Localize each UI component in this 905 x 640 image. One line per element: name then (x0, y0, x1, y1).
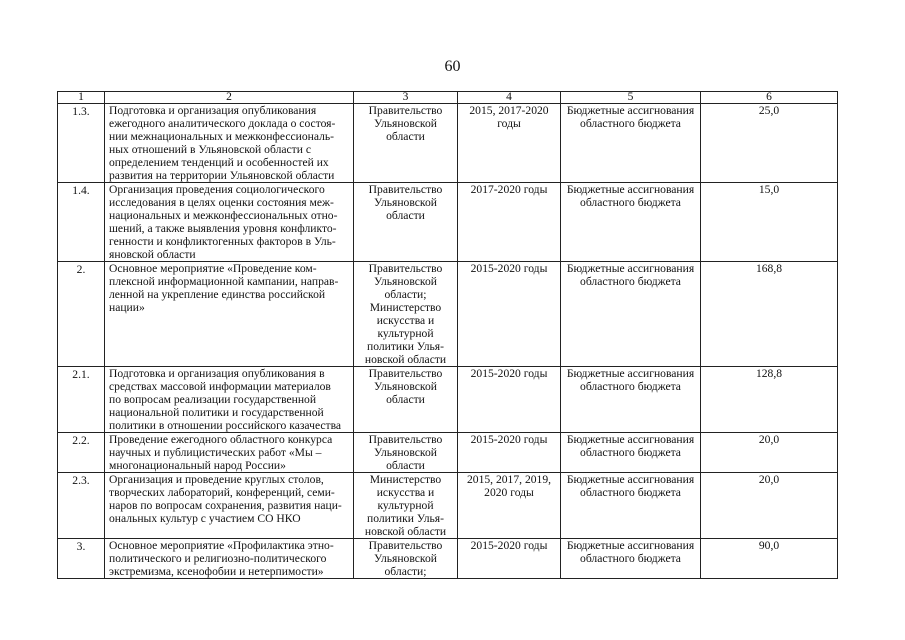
executor-line: культурной (377, 327, 434, 340)
description-line: по вопросам реализации государственной (109, 393, 317, 406)
executor-cell (354, 433, 458, 473)
description-cell (105, 367, 354, 433)
table-row (58, 433, 838, 473)
description-cell (105, 473, 354, 539)
period-cell (458, 539, 561, 579)
column-header: 3 (354, 92, 458, 104)
table-row (58, 473, 838, 539)
funding-source-line: областного бюджета (580, 380, 681, 393)
description-cell (105, 433, 354, 473)
amount-cell: 25,0 (701, 104, 838, 183)
executor-line: области (386, 393, 425, 406)
period-cell (458, 473, 561, 539)
executor-cell (354, 367, 458, 433)
funding-source-line: Бюджетные ассигнования (566, 433, 695, 446)
executor-line: искусства и (376, 314, 435, 327)
executor-cell (354, 262, 458, 367)
description-line: Организация и проведение круглых столов, (109, 473, 324, 486)
item-number-cell: 2.2. (58, 433, 105, 473)
description-line: политического и религиозно-политического (109, 552, 327, 565)
executor-line: политики Улья- (366, 340, 444, 353)
description-line: плексной информационной кампании, направ- (109, 275, 339, 288)
executor-line: Правительство (368, 433, 443, 446)
executor-line: Ульяновской (374, 380, 437, 393)
table-row (58, 262, 838, 367)
funding-source-cell (561, 539, 701, 579)
description-line: Проведение ежегодного областного конкурса (109, 433, 333, 446)
executor-cell (354, 539, 458, 579)
description-line: творческих лабораторий, конференций, семи- (109, 486, 335, 499)
description-line: ежегодного аналитического доклада о состоя- (109, 117, 336, 130)
funding-source-line: областного бюджета (580, 446, 681, 459)
period-line: 2015-2020 годы (470, 539, 548, 552)
period-cell (458, 262, 561, 367)
funding-source-cell (561, 183, 701, 262)
funding-source-line: Бюджетные ассигнования (566, 473, 695, 486)
period-line: 2015, 2017-2020 (469, 104, 549, 117)
executor-line: Правительство (368, 183, 443, 196)
executor-line: культурной (377, 499, 434, 512)
item-number-cell: 2.3. (58, 473, 105, 539)
funding-source-cell (561, 473, 701, 539)
executor-cell (354, 183, 458, 262)
executor-line: Правительство (368, 104, 443, 117)
description-line: исследования в целях оценки состояния меж- (109, 196, 334, 209)
executor-line: Ульяновской (374, 552, 437, 565)
period-cell (458, 433, 561, 473)
item-number-cell: 2.1. (58, 367, 105, 433)
funding-source-line: Бюджетные ассигнования (566, 183, 695, 196)
description-line: национальных и межконфессиональных отно- (109, 209, 338, 222)
executor-line: Правительство (368, 539, 443, 552)
funding-source-cell (561, 433, 701, 473)
executor-line: области (386, 130, 425, 143)
amount-cell: 90,0 (701, 539, 838, 579)
table-row (58, 104, 838, 183)
column-header: 5 (561, 92, 701, 104)
description-line: нации» (109, 301, 145, 314)
period-cell (458, 104, 561, 183)
description-line: политики в отношении российского казачества (109, 419, 342, 432)
period-cell (458, 367, 561, 433)
description-line: научных и публицистических работ «Мы – (109, 446, 322, 459)
description-cell (105, 104, 354, 183)
amount-cell: 15,0 (701, 183, 838, 262)
description-line: Подготовка и организация опубликования (109, 104, 317, 117)
executor-line: Правительство (368, 367, 443, 380)
description-line: ональных культур с участием СО НКО (109, 512, 301, 525)
funding-source-line: Бюджетные ассигнования (566, 104, 695, 117)
description-cell (105, 183, 354, 262)
item-number-cell: 2. (58, 262, 105, 367)
description-line: генности и конфликтогенных факторов в Уль- (109, 235, 336, 248)
executor-line: Ульяновской (374, 117, 437, 130)
item-number-cell: 3. (58, 539, 105, 579)
executor-line: области (386, 209, 425, 222)
description-line: Подготовка и организация опубликования в (109, 367, 325, 380)
executor-line: искусства и (376, 486, 435, 499)
column-header: 6 (701, 92, 838, 104)
description-line: средствах массовой информации материалов (109, 380, 331, 393)
description-line: ных отношений в Ульяновской области с (109, 143, 311, 156)
description-line: яновской области (109, 248, 196, 261)
executor-line: Правительство (368, 262, 443, 275)
column-header: 4 (458, 92, 561, 104)
amount-cell: 20,0 (701, 433, 838, 473)
funding-source-cell (561, 104, 701, 183)
period-line: 2015-2020 годы (470, 433, 548, 446)
funding-source-line: областного бюджета (580, 275, 681, 288)
executor-cell (354, 104, 458, 183)
funding-source-line: областного бюджета (580, 552, 681, 565)
column-header: 1 (58, 92, 105, 104)
executor-line: Ульяновской (374, 275, 437, 288)
amount-cell: 128,8 (701, 367, 838, 433)
description-line: ленной на укрепление единства российской (109, 288, 326, 301)
executor-line: Министерство (369, 301, 442, 314)
description-line: многонациональный народ России» (109, 459, 286, 472)
funding-source-line: Бюджетные ассигнования (566, 262, 695, 275)
program-measures-table (57, 91, 838, 579)
period-line: 2015-2020 годы (470, 262, 548, 275)
executor-line: области (386, 459, 425, 472)
period-line: 2015-2020 годы (470, 367, 548, 380)
funding-source-cell (561, 262, 701, 367)
description-line: экстремизма, ксенофобии и нетерпимости» (109, 565, 324, 578)
period-line: 2015, 2017, 2019, (466, 473, 552, 486)
description-line: шений, а также выявления уровня конфликто- (109, 222, 337, 235)
period-line: 2020 годы (484, 486, 534, 499)
executor-line: Министерство (369, 473, 442, 486)
column-header: 2 (105, 92, 354, 104)
funding-source-line: областного бюджета (580, 117, 681, 130)
description-line: наров по вопросам сохранения, развития наци- (109, 499, 342, 512)
executor-line: области; (384, 288, 427, 301)
description-cell (105, 539, 354, 579)
item-number-cell: 1.4. (58, 183, 105, 262)
table-row (58, 183, 838, 262)
period-line: годы (497, 117, 521, 130)
description-line: Основное мероприятие «Проведение ком- (109, 262, 317, 275)
amount-cell: 20,0 (701, 473, 838, 539)
executor-line: области; (384, 565, 427, 578)
item-number-cell: 1.3. (58, 104, 105, 183)
table-row (58, 539, 838, 579)
executor-line: Ульяновской (374, 196, 437, 209)
description-line: развития на территории Ульяновской области (109, 169, 335, 182)
page-number: 60 (444, 58, 461, 75)
amount-cell: 168,8 (701, 262, 838, 367)
period-cell (458, 183, 561, 262)
funding-source-line: областного бюджета (580, 196, 681, 209)
description-line: Организация проведения социологического (109, 183, 325, 196)
funding-source-cell (561, 367, 701, 433)
description-line: определением тенденций и особенностей их (109, 156, 329, 169)
executor-cell (354, 473, 458, 539)
executor-line: Ульяновской (374, 446, 437, 459)
description-line: национальной политики и государственной (109, 406, 324, 419)
funding-source-line: Бюджетные ассигнования (566, 539, 695, 552)
executor-line: новской области (364, 525, 447, 538)
executor-line: новской области (364, 353, 447, 366)
description-cell (105, 262, 354, 367)
executor-line: политики Улья- (366, 512, 444, 525)
funding-source-line: Бюджетные ассигнования (566, 367, 695, 380)
description-line: Основное мероприятие «Профилактика этно- (109, 539, 334, 552)
column-number-row (58, 92, 838, 104)
funding-source-line: областного бюджета (580, 486, 681, 499)
period-line: 2017-2020 годы (470, 183, 548, 196)
table-row (58, 367, 838, 433)
description-line: нии межнациональных и межконфессиональ- (109, 130, 335, 143)
